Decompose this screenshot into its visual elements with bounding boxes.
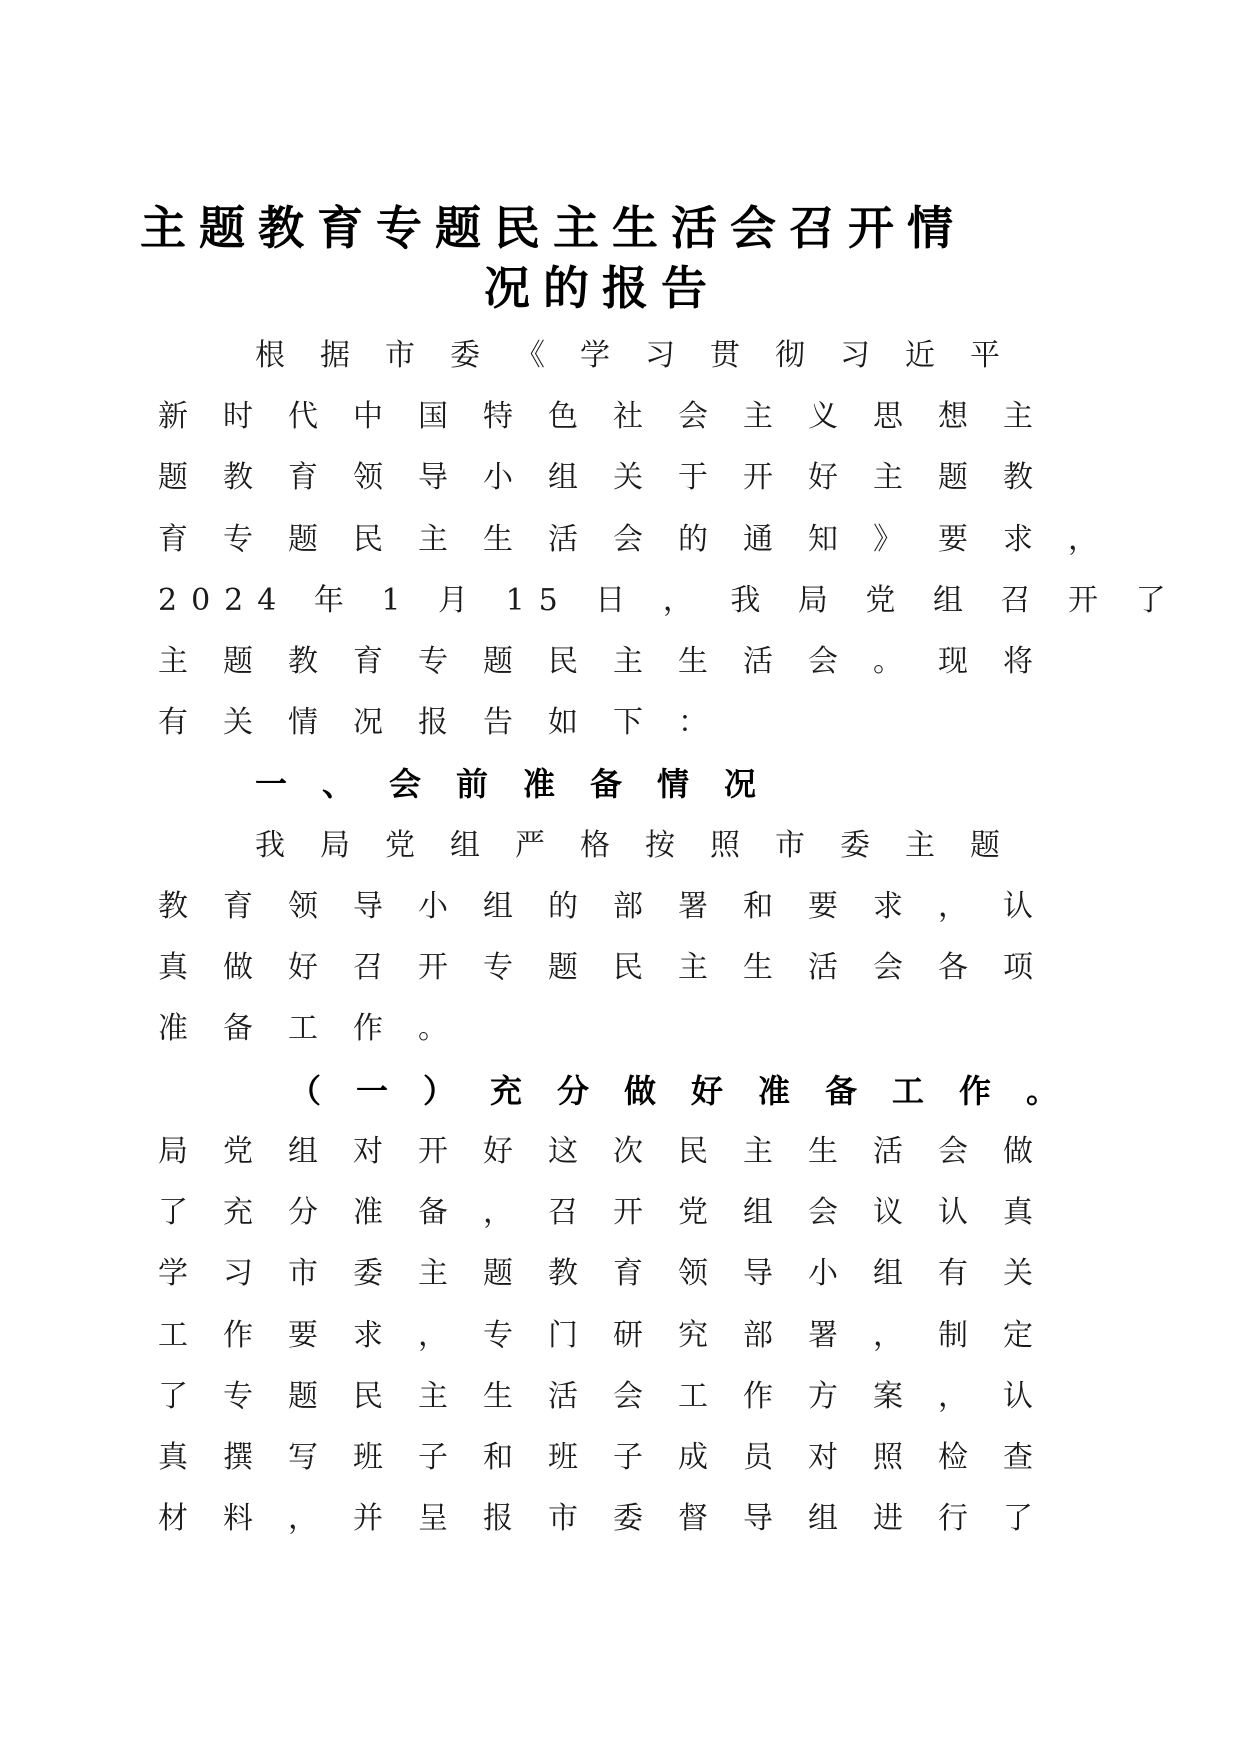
body-text-line: 新时代中国特色社会主义思想主 [158,399,1068,434]
body-text-line: 局党组对开好这次民主生活会做 [158,1134,1068,1169]
document-title-line-1: 主题教育专题民主生活会召开情 [140,201,966,255]
body-text-line: 准备工作。 [158,1011,483,1046]
body-text-line: 教育领导小组的部署和要求，认 [158,889,1068,924]
body-text-line: 工作要求，专门研究部署，制定 [158,1318,1068,1353]
body-text-line: 根据市委《学习贯彻习近平 [255,338,1035,373]
section-heading: 一、会前准备情况 [255,765,792,803]
body-text-line: 题教育领导小组关于开好主题教 [158,460,1068,495]
subsection-heading: （一）充分做好准备工作。 [289,1072,1094,1110]
body-text-line: 2024 年 1 月 15 日 ， 我 局 党 组 召 开 了 [158,583,1180,618]
body-text-line: 真撰写班子和班子成员对照检查 [158,1440,1068,1475]
document-title-line-2: 况的报告 [484,261,720,315]
body-text-line: 我局党组严格按照市委主题 [255,828,1035,863]
body-text-line: 材料，并呈报市委督导组进行了 [158,1501,1068,1536]
body-text-line: 真做好召开专题民主生活会各项 [158,950,1068,985]
body-text-line: 有关情况报告如下： [158,705,743,740]
body-text-line: 了专题民主生活会工作方案，认 [158,1379,1068,1414]
body-text-line: 育专题民主生活会的通知》要求， [158,522,1133,557]
body-text-line: 主题教育专题民主生活会。现将 [158,644,1068,679]
body-text-line: 了充分准备，召开党组会议认真 [158,1195,1068,1230]
body-text-line: 学习市委主题教育领导小组有关 [158,1256,1068,1291]
